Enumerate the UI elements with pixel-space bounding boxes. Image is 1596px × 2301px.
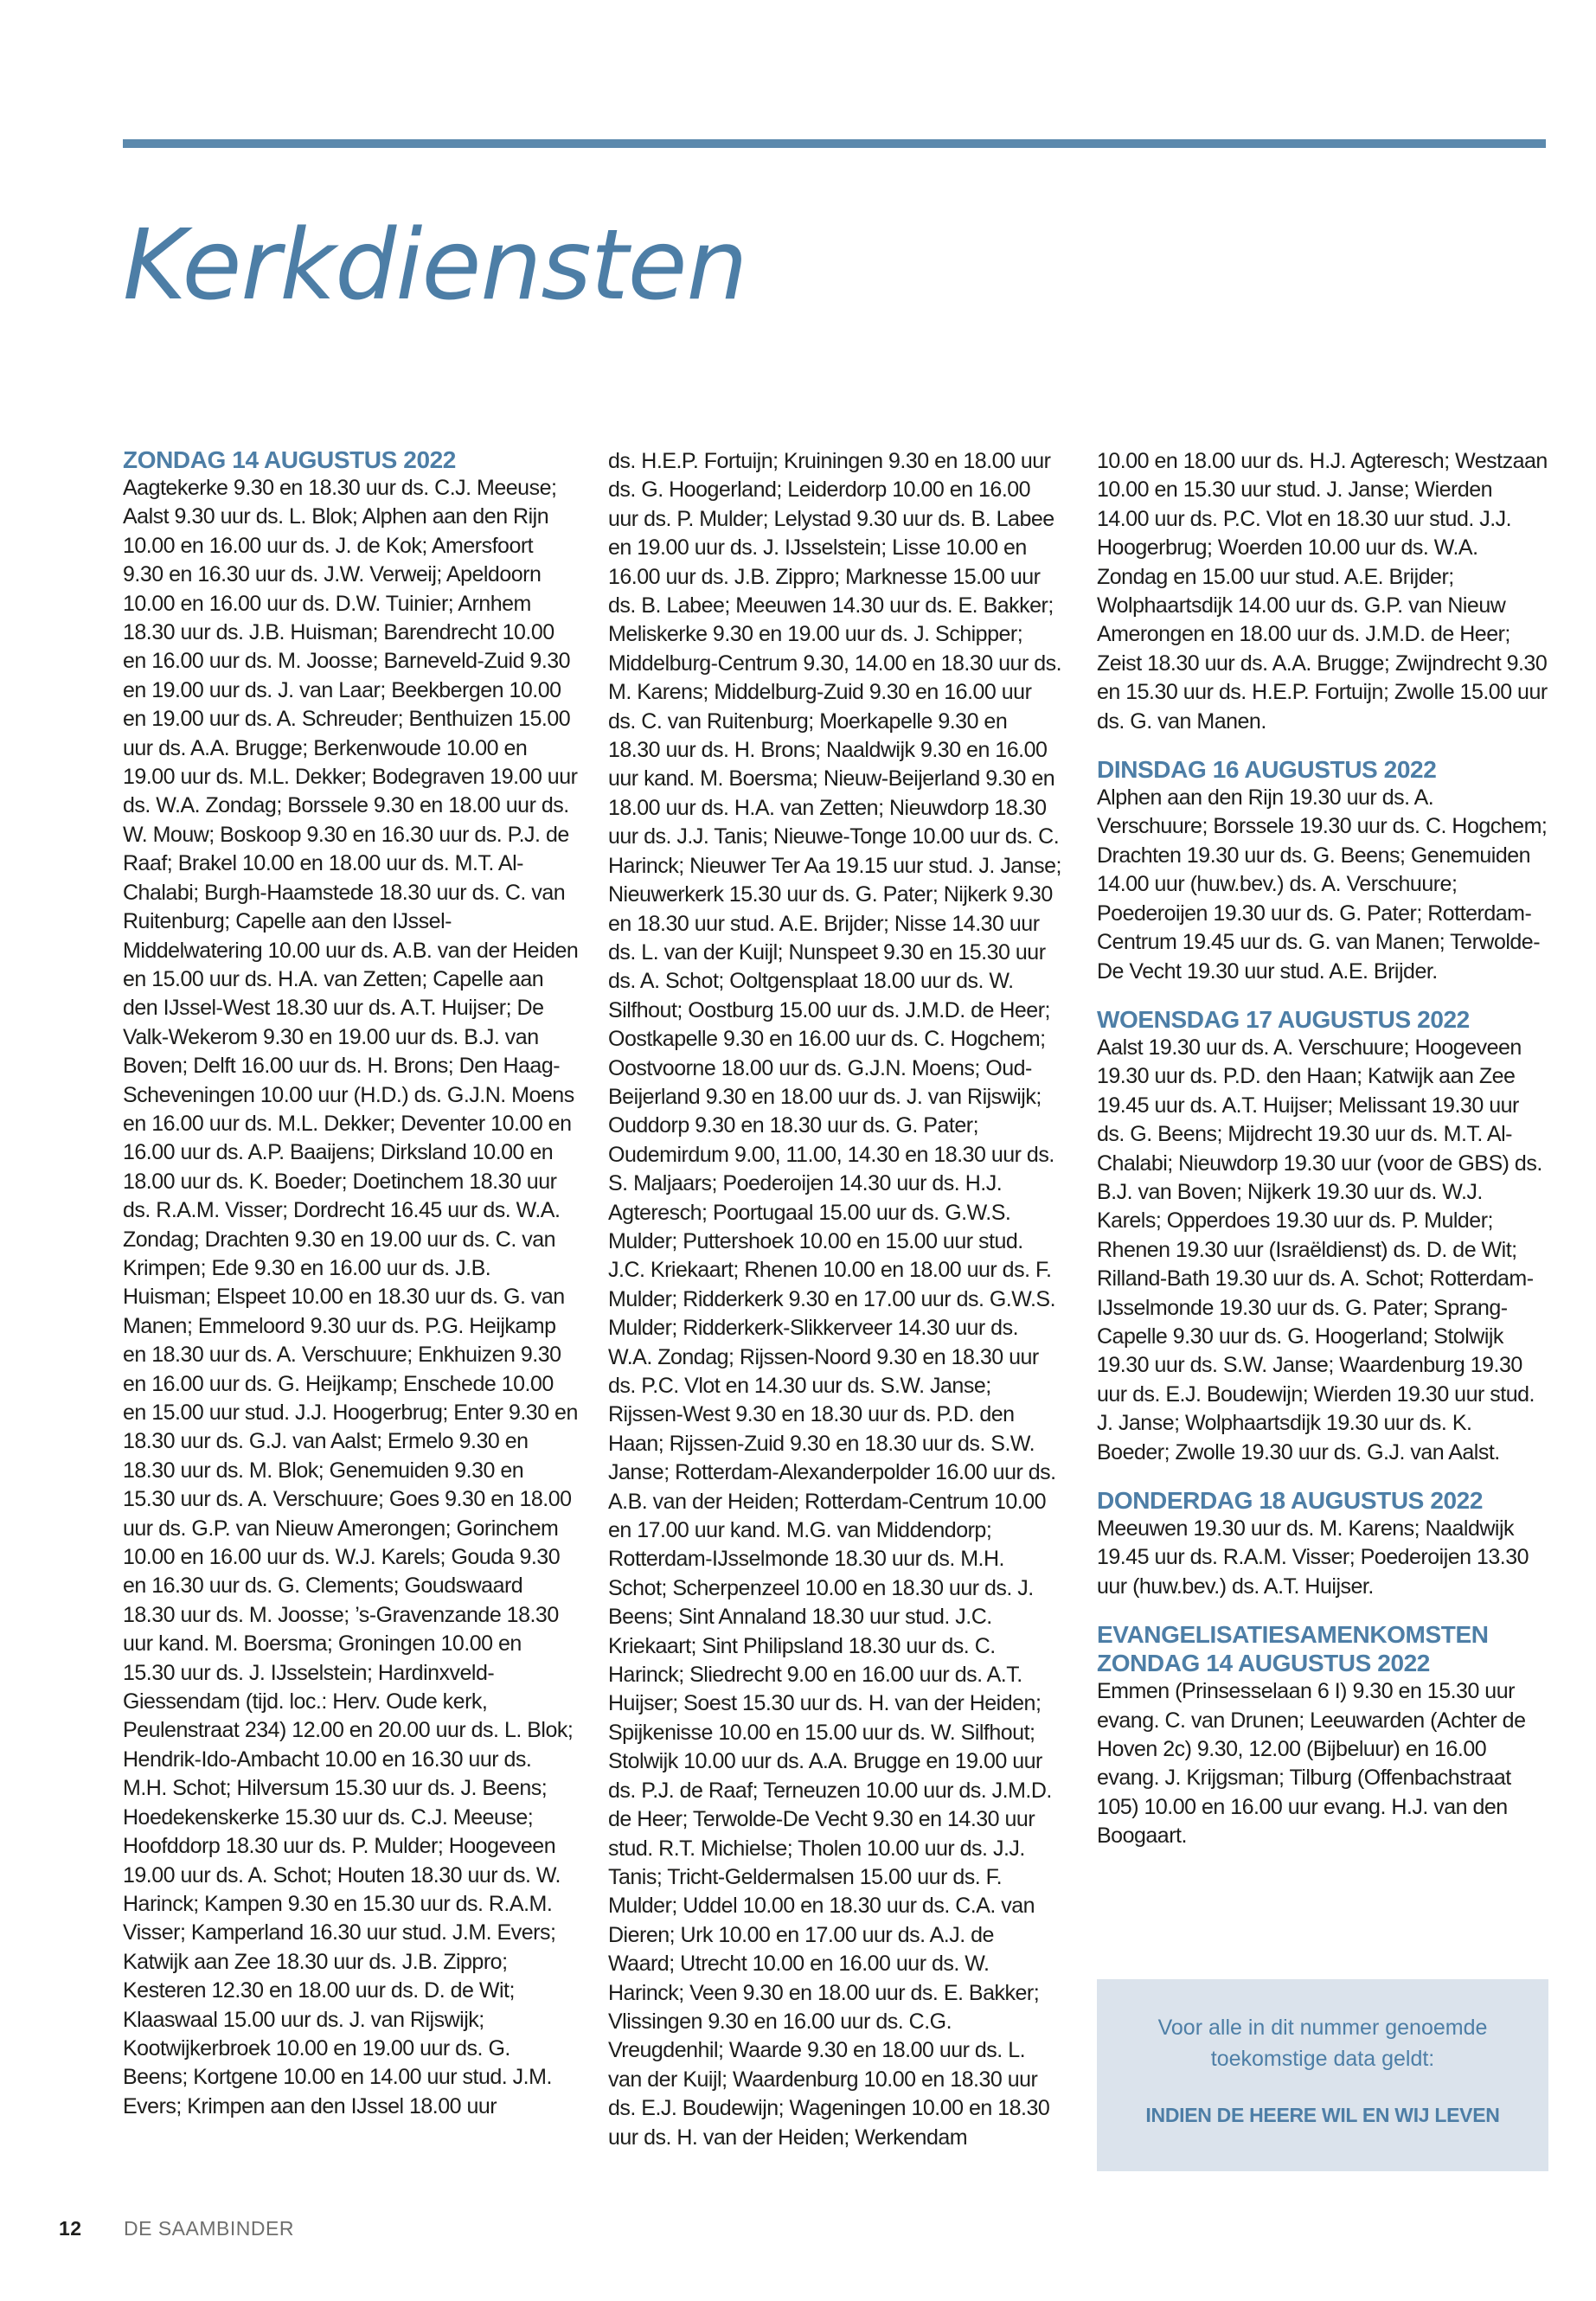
column-2 — [608, 447, 1064, 2152]
column-3 — [1097, 447, 1548, 1870]
page-title: Kerkdiensten — [123, 209, 747, 322]
section-heading-sunday: ZONDAG 14 AUGUSTUS 2022 — [123, 446, 456, 473]
section-heading-tuesday: DINSDAG 16 AUGUSTUS 2022 — [1097, 756, 1437, 784]
section-text-sunday-part-2: ds. H.E.P. Fortuijn; Kruiningen 9.30 en 18.00 uur ds. G. Hoogerland; Leiderdorp 10.00 en 16.00 uur ds. P. Mulder; Lelystad 9.30 uur ds. B. Labee en 19.00 uur ds. J. IJsselstein; Lisse 10.00 en 16.00 uur ds. J.B. Zippro; Marknesse 15.00 uur ds. B. Labee; Meeuwen 14.30 uur ds. E. Bakker; Meliskerke 9.30 en 19.00 uur ds. J. Schipper; Middelburg-Centrum 9.30, 14.00 en 18.30 uur ds. M. Karens; Middelburg-Zuid 9.30 en 16.00 uur ds. C. van Ruitenburg; Moerkapelle 9.30 en 18.30 uur ds. H. Brons; Naaldwijk 9.30 en 16.00 uur kand. M. Boersma; Nieuw-Beijerland 9.30 en 18.00 uur ds. H.A. van Zetten; Nieuwdorp 18.30 uur ds. J.J. Tanis; Nieuwe-Tonge 10.00 uur ds. C. Harinck; Nieuwer Ter Aa 19.15 uur stud. J. Janse; Nieuwerkerk 15.30 uur ds. G. Pater; Nijkerk 9.30 en 18.30 uur stud. A.E. Brijder; Nisse 14.30 uur ds. L. van der Kuijl; Nunspeet 9.30 en 15.30 uur ds. A. Schot; Ooltgensplaat 18.00 uur ds. W. Silfhout; Oostburg 15.00 uur ds. J.M.D. de Heer; Oostkapelle 9.30 en 16.00 uur ds. C. Hogchem; Oostvoorne 18.00 uur ds. G.J.N. Moens; Oud-Beijerland 9.30 en 18.00 uur ds. J. van Rijswijk; Ouddorp 9.30 en 18.30 uur ds. G. Pater; Oudemirdum 9.00, 11.00, 14.30 en 18.30 uur ds. S. Maljaars; Poederoijen 14.30 uur ds. H.J. Agteresch; Poortugaal 15.00 uur ds. G.W.S. Mulder; Puttershoek 10.00 en 15.00 uur stud. J.C. Kriekaart; Rhenen 10.00 en 18.00 uur ds. F. Mulder; Ridderkerk 9.30 en 17.00 uur ds. G.W.S. Mulder; Ridderkerk-Slikkerveer 14.30 uur ds. W.A. Zondag; Rijssen-Noord 9.30 en 18.30 uur ds. P.C. Vlot en 14.30 uur ds. S.W. Janse; Rijssen-West 9.30 en 18.30 uur ds. P.D. den Haan; Rijssen-Zuid 9.30 en 18.30 uur ds. S.W. Janse; Rotterdam-Alexanderpolder 16.00 uur ds. A.B. van der Heiden; Rotterdam-Centrum 10.00 en 17.00 uur kand. M.G. van Middendorp; Rotterdam-IJsselmonde 18.30 uur ds. M.H. Schot; Scherpenzeel 10.00 en 18.30 uur ds. J. Beens; Sint Annaland 18.30 uur stud. J.C. Kriekaart; Sint Philipsland 18.30 uur ds. C. Harinck; Sliedrecht 9.00 en 16.00 uur ds. A.T. Huijser; Soest 15.30 uur ds. H. van der Heiden; Spijkenisse 10.00 en 15.00 uur ds. W. Silfhout; Stolwijk 10.00 uur ds. A.A. Brugge en 19.00 uur ds. P.J. de Raaf; Terneuzen 10.00 uur ds. J.M.D. de Heer; Terwolde-De Vecht 9.30 en 14.30 uur stud. R.T. Michielse; Tholen 10.00 uur ds. J.J. Tanis; Tricht-Geldermalsen 15.00 uur ds. F. Mulder; Uddel 10.00 en 18.30 uur ds. C.A. van Dieren; Urk 10.00 en 17.00 uur ds. A.J. de Waard; Utrecht 10.00 en 16.00 uur ds. W. Harinck; Veen 9.30 en 18.00 uur ds. E. Bakker; Vlissingen 9.30 en 16.00 uur ds. C.G. Vreugdenhil; Waarde 9.30 en 18.00 uur ds. L. van der Kuijl; Waardenburg 10.00 en 18.30 uur ds. E.J. Boudewijn; Wageningen 10.00 en 18.30 uur ds. H. van der Heiden; Werkendam — [608, 449, 1062, 2150]
section-heading-evangelisation-1: EVANGELISATIESAMENKOMSTEN — [1097, 1621, 1489, 1649]
section-thursday — [1097, 1486, 1548, 1601]
magazine-name: DE SAAMBINDER — [124, 2217, 294, 2240]
section-tuesday — [1097, 755, 1548, 986]
notice-box — [1097, 1979, 1548, 2171]
section-heading-thursday: DONDERDAG 18 AUGUSTUS 2022 — [1097, 1487, 1484, 1514]
section-text-thursday: Meeuwen 19.30 uur ds. M. Karens; Naaldwijk 19.45 uur ds. R.A.M. Visser; Poederoijen 13.30 uur (huw.bev.) ds. A.T. Huijser. — [1097, 1516, 1529, 1599]
section-text-sunday-part-3: 10.00 en 18.00 uur ds. H.J. Agteresch; Westzaan 10.00 en 15.30 uur stud. J. Janse; Wierden 14.00 uur ds. P.C. Vlot en 18.30 uur stud. J.J. Hoogerbrug; Woerden 10.00 uur ds. W.A. Zondag en 15.00 uur stud. A.E. Brijder; Wolphaartsdijk 14.00 uur ds. G.P. van Nieuw Amerongen en 18.00 uur ds. J.M.D. de Heer; Zeist 18.30 uur ds. A.A. Brugge; Zwijndrecht 9.30 en 15.30 uur ds. H.E.P. Fortuijn; Zwolle 15.00 uur ds. G. van Manen. — [1097, 449, 1548, 734]
section-heading-wednesday: WOENSDAG 17 AUGUSTUS 2022 — [1097, 1005, 1470, 1033]
section-evangelisation — [1097, 1620, 1548, 1850]
page-number: 12 — [59, 2217, 82, 2240]
section-text-tuesday: Alphen aan den Rijn 19.30 uur ds. A. Verschuure; Borssele 19.30 uur ds. C. Hogchem; Drachten 19.30 uur ds. G. Beens; Genemuiden 14.00 uur (huw.bev.) ds. A. Verschuure; Poederoijen 19.30 uur ds. G. Pater; Rotterdam-Centrum 19.45 uur ds. G. van Manen; Terwolde-De Vecht 19.30 uur stud. A.E. Brijder. — [1097, 785, 1548, 984]
section-text-wednesday: Aalst 19.30 uur ds. A. Verschuure; Hoogeveen 19.30 uur ds. P.D. den Haan; Katwijk aan Zee 19.45 uur ds. A.T. Huijser; Melissant 19.30 uur ds. G. Beens; Mijdrecht 19.30 uur ds. M.T. Al-Chalabi; Nieuwdorp 19.30 uur (voor de GBS) ds. B.J. van Boven; Nijkerk 19.30 uur ds. W.J. Karels; Opperdoes 19.30 uur ds. P. Mulder; Rhenen 19.30 uur (Israëldienst) ds. D. de Wit; Rilland-Bath 19.30 uur ds. A. Schot; Rotterdam-IJsselmonde 19.30 uur ds. G. Pater; Sprang-Capelle 9.30 uur ds. G. Hoogerland; Stolwijk 19.30 uur ds. S.W. Janse; Waardenburg 19.30 uur ds. E.J. Boudewijn; Wierden 19.30 uur stud. J. Janse; Wolphaartsdijk 19.30 uur ds. K. Boeder; Zwolle 19.30 uur ds. G.J. van Aalst. — [1097, 1035, 1542, 1465]
section-heading-evangelisation-2: ZONDAG 14 AUGUSTUS 2022 — [1097, 1650, 1430, 1677]
footer — [59, 2217, 294, 2240]
section-sunday-continued — [1097, 447, 1548, 736]
top-rule — [123, 139, 1546, 148]
section-text-sunday-part-1: Aagtekerke 9.30 en 18.30 uur ds. C.J. Meeuse; Aalst 9.30 uur ds. L. Blok; Alphen aan den Rijn 10.00 en 16.00 uur ds. J. de Kok; Amersfoort 9.30 en 16.30 uur ds. J.W. Verweij; Apeldoorn 10.00 en 16.00 uur ds. D.W. Tuinier; Arnhem 18.30 uur ds. J.B. Huisman; Barendrecht 10.00 en 16.00 uur ds. M. Joosse; Barneveld-Zuid 9.30 en 19.00 uur ds. J. van Laar; Beekbergen 10.00 en 19.00 uur ds. A. Schreuder; Benthuizen 15.00 uur ds. A.A. Brugge; Berkenwoude 10.00 en 19.00 uur ds. M.L. Dekker; Bodegraven 19.00 uur ds. W.A. Zondag; Borssele 9.30 en 18.00 uur ds. W. Mouw; Boskoop 9.30 en 16.30 uur ds. P.J. de Raaf; Brakel 10.00 en 18.00 uur ds. M.T. Al-Chalabi; Burgh-Haamstede 18.30 uur ds. C. van Ruitenburg; Capelle aan den IJssel-Middelwatering 10.00 uur ds. A.B. van der Heiden en 15.00 uur ds. H.A. van Zetten; Capelle aan den IJssel-West 18.30 uur ds. A.T. Huijser; De Valk-Wekerom 9.30 en 19.00 uur ds. B.J. van Boven; Delft 16.00 uur ds. H. Brons; Den Haag-Scheveningen 10.00 uur (H.D.) ds. G.J.N. Moens en 16.00 uur ds. M.L. Dekker; Deventer 10.00 en 16.00 uur ds. A.P. Baaijens; Dirksland 10.00 en 18.00 uur ds. K. Boeder; Doetinchem 18.30 uur ds. R.A.M. Visser; Dordrecht 16.45 uur ds. W.A. Zondag; Drachten 9.30 en 19.00 uur ds. C. van Krimpen; Ede 9.30 en 16.00 uur ds. J.B. Huisman; Elspeet 10.00 en 18.30 uur ds. G. van Manen; Emmeloord 9.30 uur ds. P.G. Heijkamp en 18.30 uur ds. A. Verschuure; Enkhuizen 9.30 en 16.00 uur ds. G. Heijkamp; Enschede 10.00 en 15.00 uur stud. J.J. Hoogerbrug; Enter 9.30 en 18.30 uur ds. G.J. van Aalst; Ermelo 9.30 en 18.30 uur ds. M. Blok; Genemuiden 9.30 en 15.30 uur ds. A. Verschuure; Goes 9.30 en 18.00 uur ds. G.P. van Nieuw Amerongen; Gorinchem 10.00 en 16.00 uur ds. W.J. Karels; Gouda 9.30 en 16.30 uur ds. G. Clements; Goudswaard 18.30 uur ds. M. Joosse; ’s-Gravenzande 18.30 uur kand. M. Boersma; Groningen 10.00 en 15.30 uur ds. J. IJsselstein; Hardinxveld-Giessendam (tijd. loc.: Herv. Oude kerk, Peulenstraat 234) 12.00 en 20.00 uur ds. L. Blok; Hendrik-Ido-Ambacht 10.00 en 16.30 uur ds. M.H. Schot; Hilversum 15.30 uur ds. J. Beens; Hoedekenskerke 15.30 uur ds. C.J. Meeuse; Hoofddorp 18.30 uur ds. P. Mulder; Hoogeveen 19.00 uur ds. A. Schot; Houten 18.30 uur ds. W. Harinck; Kampen 9.30 en 15.30 uur ds. R.A.M. Visser; Kamperland 16.30 uur stud. J.M. Evers; Katwijk aan Zee 18.30 uur ds. J.B. Zippro; Kesteren 12.30 en 18.00 uur ds. D. de Wit; Klaaswaal 15.00 uur ds. J. van Rijswijk; Kootwijkerbroek 10.00 en 19.00 uur ds. G. Beens; Kortgene 10.00 en 14.00 uur stud. J.M. Evers; Krimpen aan den IJssel 18.00 uur — [123, 476, 579, 2118]
notice-text: Voor alle in dit nummer genoemde toekomstige data geldt: — [1157, 2016, 1488, 2071]
section-text-evangelisation: Emmen (Prinsesselaan 6 I) 9.30 en 15.30 uur evang. C. van Drunen; Leeuwarden (Achter de Hoven 2c) 9.30, 12.00 (Bijbeluur) en 16.00 evang. J. Krijgsman; Tilburg (Offenbachstraat 105) 10.00 en 16.00 uur evang. H.J. van den Boogaart. — [1097, 1679, 1526, 1849]
section-wednesday — [1097, 1005, 1548, 1467]
notice-emphasis: INDIEN DE HEERE WIL EN WIJ LEVEN — [1145, 2104, 1500, 2126]
column-1 — [123, 445, 579, 2140]
section-sunday — [123, 445, 579, 2121]
